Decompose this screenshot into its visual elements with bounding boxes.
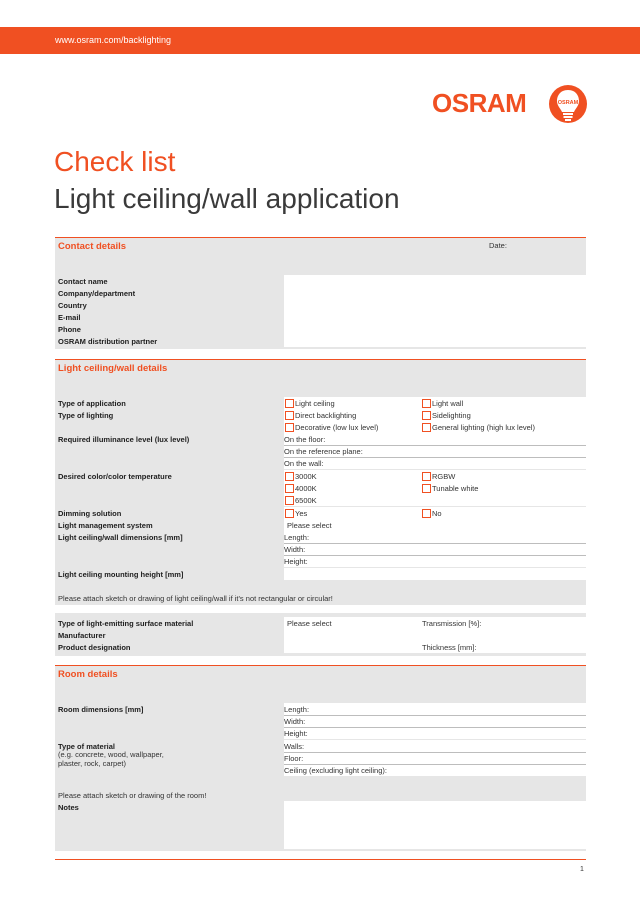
surface-select-value: Please select xyxy=(287,619,332,628)
light-attach-note: Please attach sketch or drawing of light ceiling/wall if it's not rectangular or circular! xyxy=(58,594,333,603)
room-dimensions-label: Room dimensions [mm] xyxy=(58,705,144,714)
divider xyxy=(284,457,586,458)
management-select-value: Please select xyxy=(287,521,332,530)
page-subtitle: Light ceiling/wall application xyxy=(54,183,400,214)
4000k-option: 4000K xyxy=(295,484,317,493)
dimension-length: Length: xyxy=(284,533,310,542)
country-label: Country xyxy=(58,301,87,310)
room-section xyxy=(55,665,586,851)
dimension-height: Height: xyxy=(284,557,308,566)
attach-note-field xyxy=(55,605,586,613)
divider xyxy=(284,715,586,716)
4000k-checkbox[interactable] xyxy=(285,484,294,493)
type-lighting-label: Type of lighting xyxy=(58,411,114,420)
light-wall-option: Light wall xyxy=(432,399,464,408)
decorative-checkbox[interactable] xyxy=(285,423,294,432)
thickness-label: Thickness [mm]: xyxy=(422,643,477,652)
tunable-white-option: Tunable white xyxy=(432,484,479,493)
material-sub1: (e.g. concrete, wood, wallpaper, xyxy=(58,750,164,759)
general-lighting-option: General lighting (high lux level) xyxy=(432,423,535,432)
contact-section xyxy=(55,237,586,349)
room-dimensions-field[interactable] xyxy=(284,703,586,739)
sidelighting-checkbox[interactable] xyxy=(422,411,431,420)
manufacturer-label: Manufacturer xyxy=(58,631,106,640)
divider xyxy=(284,555,586,556)
notes-field[interactable] xyxy=(284,801,586,849)
material-walls: Walls: xyxy=(284,742,305,751)
dimming-no-checkbox[interactable] xyxy=(422,509,431,518)
header-bar xyxy=(0,27,640,54)
3000k-option: 3000K xyxy=(295,472,317,481)
mounting-field[interactable] xyxy=(284,568,586,580)
type-lighting-row xyxy=(284,409,586,433)
company-field[interactable] xyxy=(284,287,586,299)
management-select[interactable] xyxy=(284,519,586,531)
date-label: Date: xyxy=(489,241,507,250)
osram-bulb-logo-icon xyxy=(548,84,588,124)
type-application-row xyxy=(284,397,586,409)
rgbw-checkbox[interactable] xyxy=(422,472,431,481)
product-field[interactable] xyxy=(284,641,586,653)
illuminance-reference: On the reference plane: xyxy=(284,447,363,456)
direct-backlighting-checkbox[interactable] xyxy=(285,411,294,420)
light-ceiling-option: Light ceiling xyxy=(295,399,335,408)
material-field[interactable] xyxy=(284,740,586,776)
material-label: Type of material xyxy=(58,742,115,751)
sidelighting-option: Sidelighting xyxy=(432,411,471,420)
email-label: E-mail xyxy=(58,313,81,322)
divider xyxy=(284,445,586,446)
3000k-checkbox[interactable] xyxy=(285,472,294,481)
page-title: Check list xyxy=(54,146,176,177)
manufacturer-field[interactable] xyxy=(284,629,586,641)
divider xyxy=(284,543,586,544)
6500k-checkbox[interactable] xyxy=(285,496,294,505)
divider xyxy=(284,752,586,753)
dimensions-label: Light ceiling/wall dimensions [mm] xyxy=(58,533,183,542)
general-lighting-checkbox[interactable] xyxy=(422,423,431,432)
color-temp-label: Desired color/color temperature xyxy=(58,472,172,481)
decorative-option: Decorative (low lux level) xyxy=(295,423,379,432)
light-section-title: Light ceiling/wall details xyxy=(58,363,168,374)
light-section xyxy=(55,359,586,656)
room-width: Width: xyxy=(284,717,306,726)
room-height: Height: xyxy=(284,729,308,738)
material-floor: Floor: xyxy=(284,754,304,763)
transmission-label: Transmission [%]: xyxy=(422,619,482,628)
phone-label: Phone xyxy=(58,325,81,334)
management-label: Light management system xyxy=(58,521,153,530)
partner-label: OSRAM distribution partner xyxy=(58,337,158,346)
illuminance-field[interactable] xyxy=(284,433,586,469)
dimension-width: Width: xyxy=(284,545,306,554)
type-application-label: Type of application xyxy=(58,399,126,408)
color-temp-row xyxy=(284,470,586,506)
notes-label: Notes xyxy=(58,803,79,812)
contact-section-title: Contact details xyxy=(58,241,127,252)
header-url[interactable]: www.osram.com/backlighting xyxy=(55,35,172,45)
dimming-label: Dimming solution xyxy=(58,509,122,518)
light-wall-checkbox[interactable] xyxy=(422,399,431,408)
tunable-white-checkbox[interactable] xyxy=(422,484,431,493)
dimming-row xyxy=(284,507,586,519)
product-label: Product designation xyxy=(58,643,131,652)
country-field[interactable] xyxy=(284,299,586,311)
divider xyxy=(284,727,586,728)
partner-field[interactable] xyxy=(284,335,586,347)
6500k-option: 6500K xyxy=(295,496,317,505)
page-number: 1 xyxy=(580,866,584,873)
room-section-title: Room details xyxy=(58,669,118,680)
light-ceiling-checkbox[interactable] xyxy=(285,399,294,408)
company-label: Company/department xyxy=(58,289,136,298)
osram-logo xyxy=(432,84,588,128)
mounting-label: Light ceiling mounting height [mm] xyxy=(58,570,184,579)
room-attach-note: Please attach sketch or drawing of the room! xyxy=(58,791,207,800)
email-field[interactable] xyxy=(284,311,586,323)
illuminance-floor: On the floor: xyxy=(284,435,326,444)
illuminance-label: Required illuminance level (lux level) xyxy=(58,435,190,444)
dimming-yes-option: Yes xyxy=(295,509,308,518)
logo-mark-text: OSRAM xyxy=(557,100,579,106)
phone-field[interactable] xyxy=(284,323,586,335)
direct-backlighting-option: Direct backlighting xyxy=(295,411,357,420)
footer-divider xyxy=(55,859,586,860)
divider xyxy=(284,764,586,765)
contact-name-field[interactable] xyxy=(284,275,586,287)
surface-label: Type of light-emitting surface material xyxy=(58,619,194,628)
material-ceiling: Ceiling (excluding light ceiling): xyxy=(284,766,387,775)
logo-wordmark: OSRAM xyxy=(432,88,527,118)
rgbw-option: RGBW xyxy=(432,472,456,481)
dimming-yes-checkbox[interactable] xyxy=(285,509,294,518)
surface-select[interactable] xyxy=(284,617,586,629)
room-length: Length: xyxy=(284,705,310,714)
illuminance-wall: On the wall: xyxy=(284,459,324,468)
material-sub2: plaster, rock, carpet) xyxy=(58,759,126,768)
dimming-no-option: No xyxy=(432,509,442,518)
contact-name-label: Contact name xyxy=(58,277,108,286)
dimensions-field[interactable] xyxy=(284,531,586,567)
